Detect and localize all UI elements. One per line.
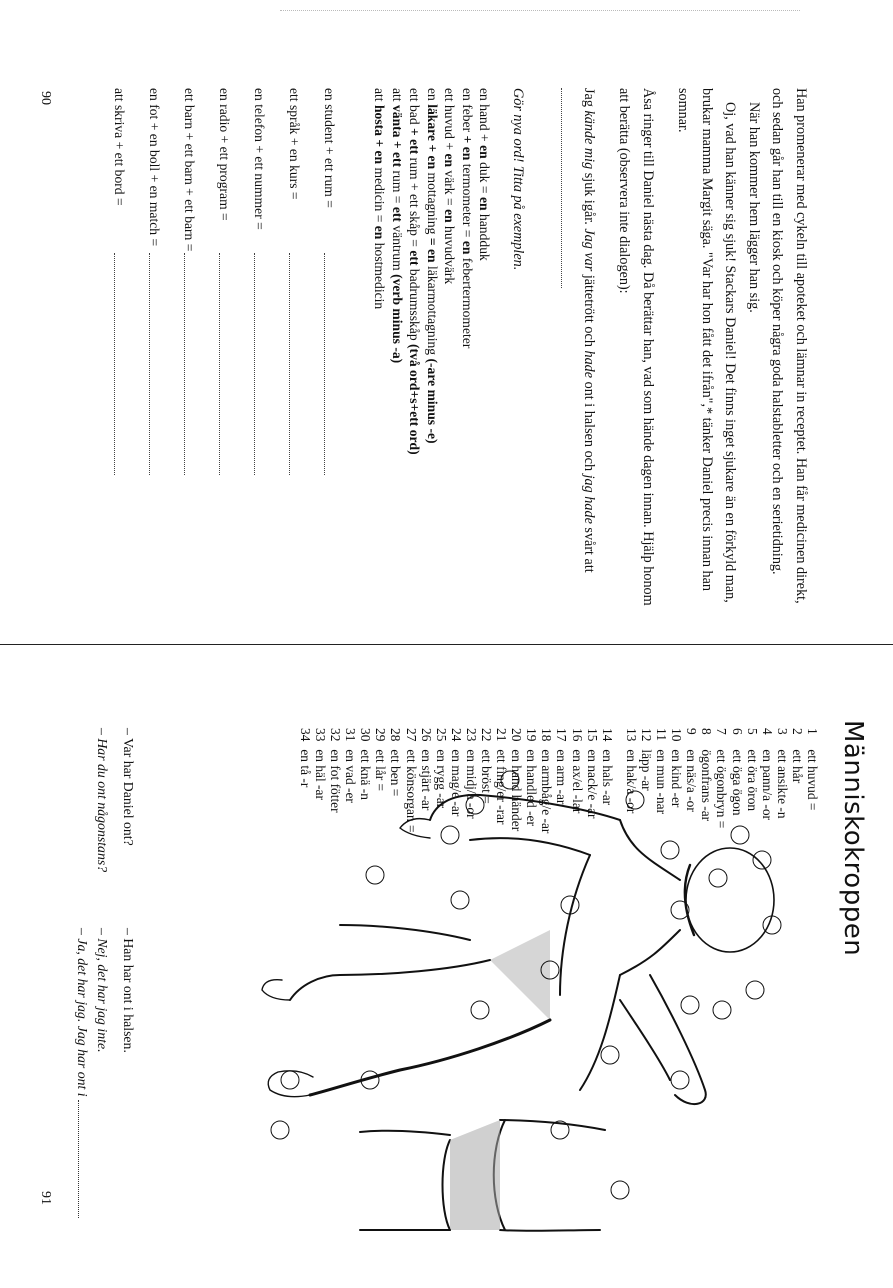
- body-part-item: 8 ögonfrans -ar: [699, 728, 715, 822]
- dialog-answer: – Ja, det har jag. Jag har ont i: [72, 928, 92, 1218]
- body-part-item: 19 en handled -er: [524, 728, 540, 826]
- retell-italic: kände mig: [581, 110, 597, 170]
- body-part-item: 28 ett ben =: [388, 728, 404, 797]
- body-part-item: 10 en kind -er: [669, 728, 685, 808]
- page-number-right: 91: [38, 1191, 53, 1205]
- body-part-item: 22 ett bröst =: [479, 728, 495, 804]
- story-paragraph-3: Oj, vad han känner sig sjuk! Stackars Daniel! Det finns inget sjukare än en förkyld man, brukar mamma Margit säga. "Var har hon fått det ifrån",* tänker Daniel precis innan han somnar.: [675, 88, 739, 603]
- body-part-item: 9 en näs/a -or: [684, 728, 700, 812]
- exercise-row: [207, 88, 242, 608]
- exercise-row: [172, 88, 207, 608]
- exercise-row: [277, 88, 312, 608]
- retell-italic: jag hade: [581, 474, 597, 524]
- dialog-row: [72, 728, 92, 1288]
- retell-text: jättetrött och: [581, 271, 597, 351]
- body-part-item: 21 ett fing/er -rar: [494, 728, 510, 825]
- dialog-block: [72, 728, 138, 1288]
- body-part-item: 2 ett hår: [789, 728, 805, 784]
- dialog-answer: – Han har ont i halsen.: [121, 928, 136, 1053]
- retell-fill-line[interactable]: [562, 88, 577, 288]
- page-left-content: [32, 88, 812, 608]
- examples-list: [371, 88, 494, 608]
- body-part-item: 17 en arm -ar: [554, 728, 570, 805]
- body-part-item: 23 en midj/a -or: [463, 728, 479, 819]
- back-figure-outline: [360, 1120, 605, 1231]
- page-fold-divider: [0, 644, 893, 645]
- body-part-item: 34 en tå -r: [297, 728, 313, 788]
- body-part-item: 30 ett knä -n: [358, 728, 374, 800]
- dialog-row: [92, 728, 112, 1288]
- body-part-item: 6 ett öga ögon: [729, 728, 745, 816]
- body-part-item: 4 en pann/a -or: [759, 728, 775, 821]
- body-part-item: 27 ett könsorgan =: [403, 728, 419, 833]
- exercise-prompt: en student + ett rum =: [322, 88, 337, 208]
- body-part-item: 1 ett huvud =: [805, 728, 820, 811]
- answer-line[interactable]: [254, 253, 277, 475]
- retell-italic: hade: [581, 350, 597, 379]
- body-part-item: 15 en nack/e -ar: [584, 728, 600, 819]
- example-row: ett huvud + en värk = en huvudvärk: [442, 88, 458, 285]
- body-part-item: 7 ett ögonbryn =: [714, 728, 730, 829]
- retell-text: ont i halsen och: [581, 378, 597, 475]
- body-part-item: 5 ett öra öron: [744, 728, 760, 812]
- body-illustration: [150, 760, 800, 1240]
- retell-italic: Jag var: [581, 228, 597, 272]
- body-part-item: 24 en mag/e -ar: [448, 728, 464, 817]
- body-part-item: 18 en armbåg/e -ar: [539, 728, 555, 834]
- phone-paragraph: Åsa ringer till Daniel nästa dag. Då berättar han, vad som hände dagen innan. Hjälp honom att berätta (observera inte dialogen):: [616, 88, 656, 606]
- instruction: Gör nya ord! Titta på exemplen.: [510, 88, 526, 271]
- answer-line[interactable]: [114, 253, 137, 475]
- example-row: en hand + en duk = en handduk: [477, 88, 493, 261]
- exercise-prompt: att skriva + ett bord =: [112, 88, 127, 206]
- body-part-item: 14 en hals -ar: [599, 728, 615, 806]
- page-number-left: 90: [38, 91, 53, 105]
- retell-text: sjuk igår.: [581, 169, 597, 229]
- body-part-item: 20 en hand händer: [509, 728, 525, 832]
- scan-edge-artifact: [280, 10, 800, 11]
- body-part-item: 32 en fot fötter: [328, 728, 344, 813]
- example-row: en läkare + en mottagning = en läkarmottagning (-are minus -e): [425, 88, 440, 444]
- dialog-question: – Var har Daniel ont?: [121, 728, 136, 846]
- retell-text: svårt att: [581, 523, 597, 573]
- answer-line[interactable]: [149, 253, 172, 475]
- dialog-row: [118, 728, 138, 1288]
- body-part-item: 29 ett lår =: [373, 728, 389, 792]
- body-part-item: 31 en vad -er: [343, 728, 359, 803]
- retell-text: Jag: [581, 88, 597, 111]
- answer-line[interactable]: [78, 1100, 91, 1218]
- exercise-prompt: ett barn + ett barn + ett barn =: [182, 88, 197, 252]
- example-row: ett bad + ett rum + ett skåp = ett badrumsskåp (två ord+s+ett ord): [407, 88, 423, 455]
- body-part-item: 11 en mun -nar: [654, 728, 670, 815]
- body-part-item: 16 en ax/el -lar: [569, 728, 585, 814]
- body-part-item: 13 en hak/a -or: [623, 728, 639, 814]
- body-part-item: 33 en häl -ar: [313, 728, 328, 800]
- example-row: att hosta + en medicin = en hostmedicin: [372, 88, 388, 310]
- example-row: att vänta + ett rum = ett väntrum (verb minus -a): [390, 88, 405, 364]
- answer-line[interactable]: [324, 253, 347, 475]
- exercise-row: [137, 88, 172, 608]
- exercise-row: [102, 88, 137, 608]
- exercise-prompt: ett språk + en kurs =: [287, 88, 302, 200]
- exercise-prompt: en fot + en boll + en match =: [147, 88, 162, 247]
- answer-line[interactable]: [184, 253, 207, 475]
- story-paragraph-1: Han promenerar med cykeln till apoteket och lämnar in receptet. Han får medicinen direkt, och sedan går han till en kiosk och köper några goda halstabletter och en serietidning.: [769, 88, 809, 604]
- dialog-question: – Har du ont någonstans?: [95, 728, 110, 873]
- exercise-row: [242, 88, 277, 608]
- answer-line[interactable]: [219, 253, 242, 475]
- exercise-prompt: en telefon + ett nummer =: [252, 88, 267, 230]
- retell-sentence: [553, 88, 600, 608]
- body-part-item: 3 ett ansikte -n: [774, 728, 790, 819]
- dialog-question: [72, 728, 92, 928]
- exercise-row: [312, 88, 347, 608]
- story-paragraph-2: När han kommer hem lägger han sig.: [746, 102, 762, 313]
- exercise-prompt: en radio + ett program =: [217, 88, 232, 221]
- answer-line[interactable]: [289, 253, 312, 475]
- example-row: en feber + en termometer = en febertermometer: [460, 88, 475, 349]
- front-figure-outline: [262, 795, 774, 1104]
- body-part-item: 25 en rygg -ar: [433, 728, 449, 809]
- body-part-item: 26 en stjärt -ar: [418, 728, 434, 811]
- body-part-item: 12 läpp -ar: [638, 728, 654, 791]
- page-title: Människokroppen: [838, 720, 868, 957]
- dialog-answer: – Nej, det har jag inte.: [95, 928, 110, 1053]
- exercise-list: [102, 88, 347, 608]
